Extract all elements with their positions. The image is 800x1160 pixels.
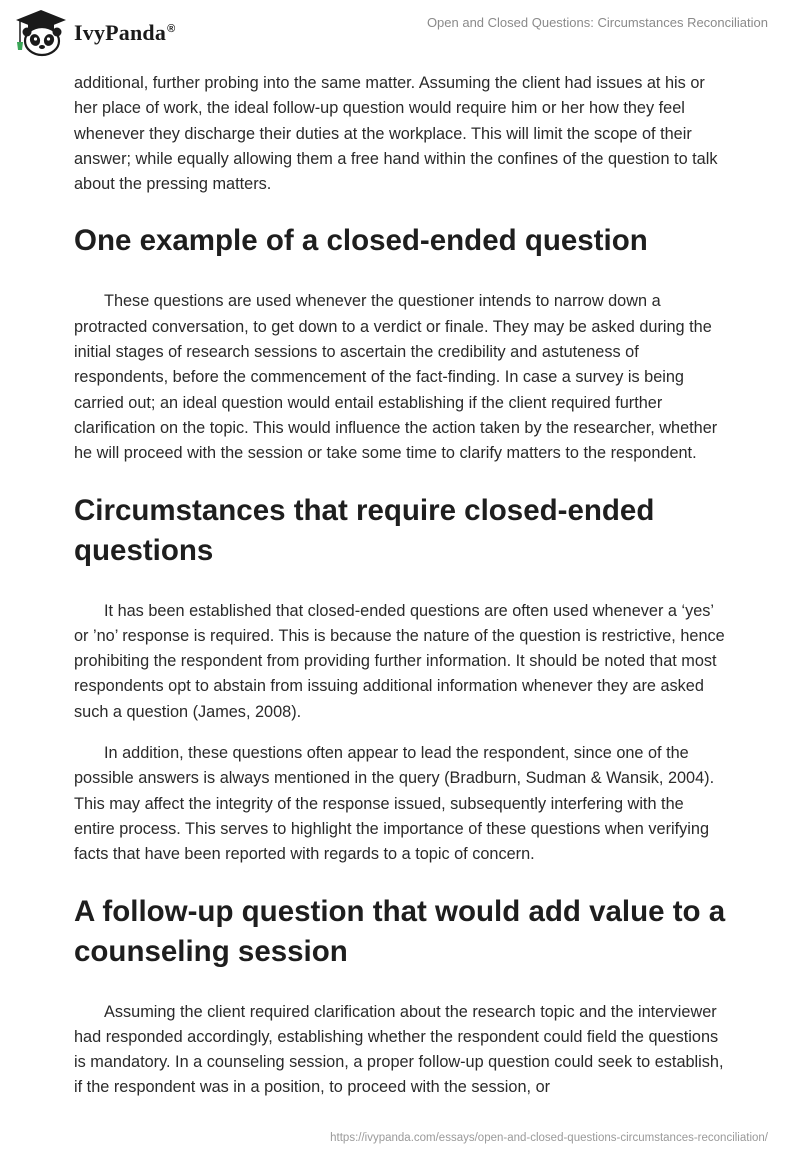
paragraph: These questions are used whenever the questioner intends to narrow down a protracted conversation, to get down to a verdict or finale. They may be asked during the initial stages of research sessions to ascertain the credibility and astuteness of respondents, before the commencement of the fact-finding. In case a survey is being carried out; an ideal question would entail establishing if the client required further clarification on the topic. This would influence the action taken by the researcher, whether he will proceed with the session or take some time to clarify matters to the respondent. — [74, 292, 718, 463]
panda-graduate-icon — [14, 8, 68, 58]
paragraph: Assuming the client required clarification about the research topic and the interviewer had responded accordingly, establishing whether the respondent could field the questions is mandatory. In a counseling session, a proper follow-up question could seek to establish, if the respondent was in a position, to proceed with the session, or — [74, 1002, 724, 1097]
registered-mark: ® — [167, 22, 176, 35]
paragraph: It has been established that closed-ended questions are often used whenever a ‘yes’ or ’no’ response is required. This is because the nature of the question is restrictive, hence prohibiting the respondent from providing further information. It should be noted that most respondents opt to abstain from issuing additional information whenever they are asked such a question (James, 2008). — [74, 601, 725, 721]
page-header — [0, 0, 800, 70]
essay-body — [74, 71, 726, 1117]
logo-name: IvyPanda — [74, 20, 167, 45]
source-url[interactable]: https://ivypanda.com/essays/open-and-closed-questions-circumstances-reconciliation/ — [330, 1132, 768, 1144]
document-title: Open and Closed Questions: Circumstances Reconciliation — [426, 15, 768, 30]
paragraph: In addition, these questions often appear to lead the respondent, since one of the possible answers is always mentioned in the query (Bradburn, Sudman & Wansik, 2004). This may affect the integrity of the response issued, subsequently interfering with the entire process. This serves to highlight the importance of these questions when verifying facts that have been reported with regards to a topic of concern. — [74, 744, 715, 864]
logo-wordmark — [74, 20, 175, 46]
section-heading: Circumstances that require closed-ended questions — [74, 493, 655, 567]
section-heading: A follow-up question that would add value to a counseling session — [74, 894, 726, 968]
section-heading: One example of a closed-ended question — [74, 224, 648, 258]
paragraph: additional, further probing into the same matter. Assuming the client had issues at his or her place of work, the ideal follow-up question would require him or her how they feel whenever they discharge their duties at the workplace. This will limit the scope of their answer; while equally allowing them a free hand within the confines of the question to talk about the pressing matters. — [74, 74, 718, 194]
ivypanda-logo[interactable] — [14, 8, 175, 58]
